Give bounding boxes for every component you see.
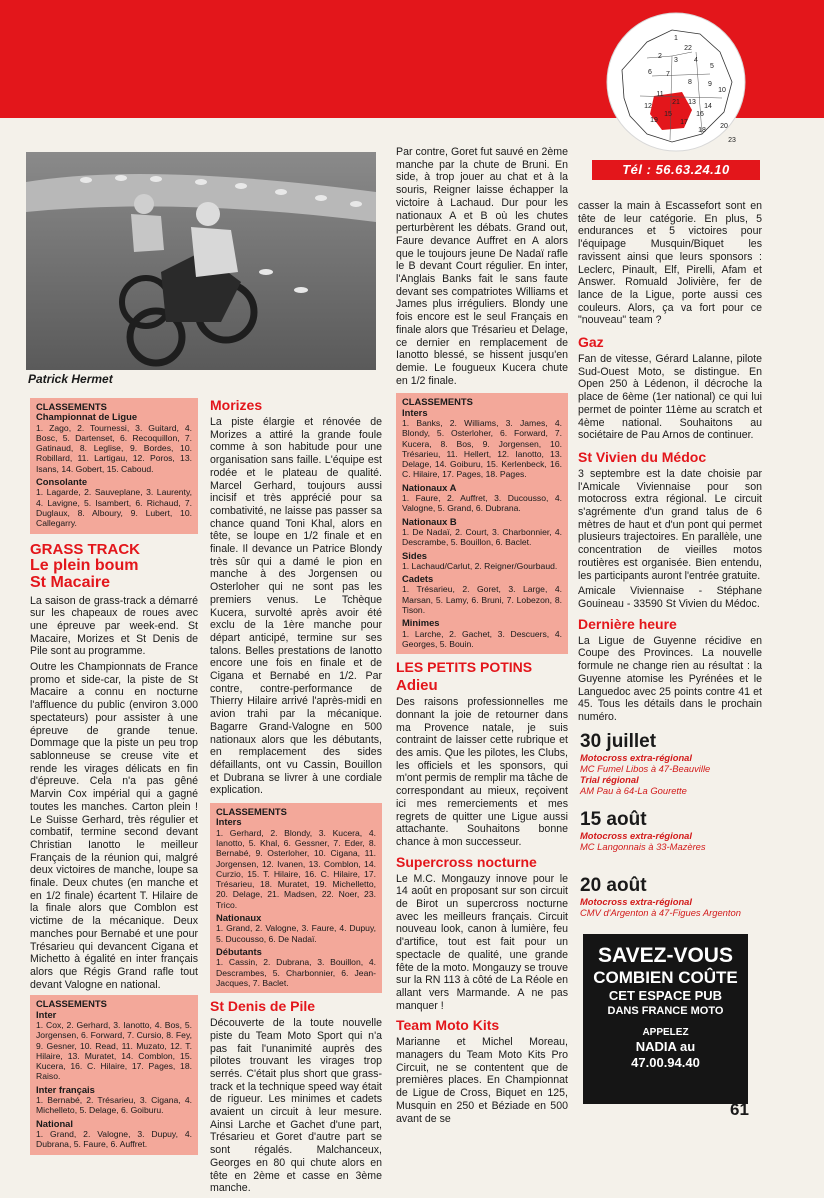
- supercross-body: Le M.C. Mongauzy innove pour le 14 août en proposant sur son circuit de Birot un supercross nocturne avec les meilleurs français. Circuit nouveau look, canon à lumière, feu d'artifice, tout est fait pour un spectacle de qualité, une grande fête de la moto. Mongauzy se trouve sur la RN 113 à côté de La Réole en allant vers Marmande. A ne pas manquer !: [396, 872, 568, 1012]
- map-region-number: 5: [710, 63, 714, 70]
- map-region-number: 4: [694, 57, 698, 64]
- box-body: 1. Larche, 2. Gachet, 3. Descuers, 4. Georges, 5. Bouin.: [402, 628, 562, 649]
- results-box-grass: [30, 995, 198, 1154]
- map-region-number: 2: [658, 53, 662, 60]
- stdenis-continued: Par contre, Goret fut sauvé en 2ème manche par la chute de Bruni. En side, à trop jouer au chat et à la souris, Reigner laisse échapper la victoire à Lachaud. Dur pour les nationaux A et B où les chutes perturbèrent les débats. Grand out, Faure devance Auffret en A alors que le toujours jeune De Nadaï rafle le B devant Court régulier. En inter, l'Anglais Banks fait le sans faute devant ses compatriotes Williams et James plus irréguliers. Blondy une fois encore est le seul Français en finale alors que Trésarieu et Delage, ce dernier en remplacement de Ianotto blessé, se hissent jusqu'en demie. Le fougueux Kucera chute en 1/2 finale.: [396, 146, 568, 387]
- supercross-heading: Supercross nocturne: [396, 853, 537, 870]
- column-4: [578, 200, 762, 727]
- map-region-number: 18: [698, 127, 706, 134]
- photo-caption: Patrick Hermet: [28, 372, 113, 386]
- map-region-number: 16: [696, 111, 704, 118]
- teamkits-continued: casser la main à Escassefort sont en tête de leur catégorie. En plus, 5 endurances et 5 victoires pour l'équipage Musquin/Biquet les ravissent ainsi que leurs sponsors : Leclerc, Pinault, Elf, Pirelli, Afam et Answer. Romuald Jolivière, fer de lance de la Ligue, porte aussi ces couleurs. Alors, ça va fort pour ce "nouveau" team ?: [578, 200, 762, 327]
- results-box-stdenis: [396, 393, 568, 654]
- box-subtitle: Débutants: [216, 945, 262, 957]
- box-subtitle: Nationaux: [216, 912, 262, 924]
- event-line: MC Fumel Libos à 47-Beauville: [580, 763, 711, 774]
- potins-kicker: LES PETITS POTINS: [396, 659, 533, 676]
- box-subtitle: Consolante: [36, 476, 88, 488]
- map-region-number: 20: [720, 123, 728, 130]
- map-region-number: 13: [688, 99, 696, 106]
- stvivien-heading: St Vivien du Médoc: [578, 448, 707, 465]
- grass-kicker: GRASS TRACK: [30, 540, 141, 558]
- map-region-number: 17: [680, 119, 688, 126]
- box-title: CLASSEMENTS: [216, 806, 287, 818]
- event-line: Motocross extra-régional: [580, 830, 693, 841]
- teamkits-body: Marianne et Michel Moreau, managers du Team Moto Kits Pro Circuit, ne se contentent que de premières places. En Championnat de Ligue de Cross, Biquet en 125, Musquin en 250 et Béziade en 500 avant de se: [396, 1036, 568, 1125]
- box-body: 1. Banks, 2. Williams, 3. James, 4. Blondy, 5. Osterloher, 6. Forward, 7. Kucera, 8. Bos, 9. Jorgensen, 10. Trésarieu, 11. Hellert, 12. Ianotto, 13. Delage, 14. Goiburu, 15. Kerlenbeck, 16. C. Hilaire, 17. Pages, 18. Pages.: [402, 417, 562, 480]
- event-30-juillet: [580, 732, 760, 796]
- event-line: AM Pau à 64-La Gourette: [580, 785, 687, 796]
- box-subtitle: Inter: [36, 1008, 57, 1020]
- advertising-box: [583, 934, 748, 1104]
- grass-title-1: Le plein boum: [30, 556, 139, 574]
- box-body: 1. Zago, 2. Tournessi, 3. Guitard, 4. Bosc, 5. Dartenset, 6. Recoquillon, 7. Gatinaud, 8. Leglise, 9. Bordes, 10. Robillard, 11. Lartigau, 12. Poros, 13. Isans, 14. Gobert, 15. Caboud.: [36, 422, 192, 474]
- map-region-number: 7: [666, 71, 670, 78]
- gaz-heading: Gaz: [578, 334, 604, 351]
- map-region-number: 23: [728, 137, 736, 144]
- box-subtitle: Championnat de Ligue: [36, 411, 138, 423]
- ad-line: COMBIEN COÛTE: [593, 968, 738, 987]
- ad-phone: 47.00.94.40: [631, 1055, 700, 1070]
- event-line: MC Langonnais à 33-Mazères: [580, 841, 706, 852]
- box-body: 1. Grand, 2. Valogne, 3. Faure, 4. Dupuy, 5. Ducousso, 6. De Nadaï.: [216, 923, 376, 944]
- grass-paragraph-2: Outre les Championnats de France promo et side-car, la piste de St Macaire a connu en nocturne l'affluence du public (environ 3.000 spectateurs) pour assister à une épreuve de grande tenue. Dommage que la piste un peu trop sablonneuse se creuse vite et rende les virages délicats en fin d'épreuve. Cela n'a pas gêné Marvin Cox impérial qui a gagné toutes les manches. Carton plein ! Le Suisse Gerhard, très régulier et combatif, termine second devant Christian Ianotto le meilleur Français de la réunion qui, malgré deux victoires de manche, loupe sa finale. Deux chutes (en manche et en 1/2 finale) écartent T. Hilaire de la finale alors que Comblon est victime de la mécanique. Deux manches pour Bernabé et une pour Trésarieu qui devancent Cigana et Michetto à égalité en inter français alors que Régis Grand rafle tout devant Valogne en national.: [30, 661, 198, 991]
- map-region-number: 12: [644, 103, 652, 110]
- box-title: CLASSEMENTS: [402, 396, 473, 408]
- box-body: 1. Lagarde, 2. Sauveplane, 3. Laurenty, 4. Lavigne, 5. Isambert, 6. Richaud, 7. Duglaux, 8. Alboury, 9. Lubert, 10. Callegarry.: [36, 487, 192, 529]
- map-region-number: 21: [672, 99, 680, 106]
- event-line: Trial régional: [580, 774, 639, 785]
- stvivien-body: 3 septembre est la date choisie par l'Amicale Viviennaise pour son motocross extra régional. Le circuit s'agrémente d'un grand talus de 6 mètres de haut et d'un pont qui permet plusieurs trajectoires. En parallèle, une concentration de vieilles motos routières est organisée. Bien entendu, les participants auront l'entrée gratuite.: [578, 467, 762, 582]
- event-line: Motocross extra-régional: [580, 896, 693, 907]
- box-subtitle: Inters: [402, 406, 428, 418]
- telephone-banner: Tél : 56.63.24.10: [592, 160, 760, 180]
- box-title: CLASSEMENTS: [36, 401, 107, 412]
- event-date: 20 août: [580, 875, 647, 896]
- morizes-heading: Morizes: [210, 397, 263, 413]
- box-body: 1. Trésarieu, 2. Goret, 3. Large, 4. Marsan, 5. Lamy, 6. Bruni, 7. Lobezon, 8. Tison.: [402, 584, 562, 615]
- derniere-heading: Dernière heure: [578, 615, 677, 632]
- region-map: [592, 12, 760, 152]
- map-region-number: 10: [718, 87, 726, 94]
- stdenis-body: Découverte de la toute nouvelle piste du Team Moto Sport qui n'a pas fait l'unanimité auprès des pilotes trouvant les virages trop serrés. C'était plus short que grass-track et la technique speed way était de rigueur. Les minimes et cadets avaient un circuit à leur mesure. Ainsi Larche et Gachet d'une part, Trésarieu et Goret d'autre part se sont régalés. Malchanceux, Georges en 80 qui chute alors en tête en 2ème et casse en 3ème manche.: [210, 1017, 382, 1195]
- map-region-number: 14: [704, 103, 712, 110]
- map-region-number: 15: [664, 111, 672, 118]
- event-line: Motocross extra-régional: [580, 752, 693, 763]
- potins-heading: Adieu: [396, 677, 438, 695]
- map-region-number: 9: [708, 81, 712, 88]
- map-region-number: 3: [674, 57, 678, 64]
- box-subtitle: National: [36, 1117, 73, 1129]
- box-subtitle: Inters: [216, 816, 242, 828]
- box-subtitle: Inter français: [36, 1083, 95, 1095]
- race-photo: [26, 152, 376, 370]
- column-3: [396, 146, 568, 1128]
- potins-body: Des raisons professionnelles me donnant la joie de retourner dans ma Provence natale, je suis contraint de laisser cette rubrique et des amis. Que les pilotes, les Clubs, les officiels et les sponsors, qui m'ont permis de remplir ma tâche de correspondant au mieux, reçoivent ici mes remerciements et mes regrets de quitter une Ligue aussi attachante. Souhaitons bonne chance à mon successeur.: [396, 696, 568, 848]
- map-region-number: 8: [688, 79, 692, 86]
- box-body: 1. Cassin, 2. Dubrana, 3. Bouillon, 4. Descrambes, 5. Charbonnier, 6. Jean-Jacques, 7. Baclet.: [216, 957, 376, 988]
- ad-line: CET ESPACE PUB: [608, 988, 723, 1003]
- box-subtitle: Nationaux B: [402, 515, 457, 527]
- box-title: CLASSEMENTS: [36, 998, 107, 1010]
- box-body: 1. Lachaud/Carlut, 2. Reigner/Gourbaud.: [402, 560, 558, 571]
- ad-line: APPELEZ: [642, 1027, 689, 1038]
- box-subtitle: Minimes: [402, 617, 440, 629]
- stdenis-heading: St Denis de Pile: [210, 998, 316, 1015]
- box-body: 1. Faure, 2. Auffret, 3. Ducousso, 4. Valogne, 5. Grand, 6. Dubrana.: [402, 493, 562, 514]
- box-body: 1. Gerhard, 2. Blondy, 3. Kucera, 4. Ianotto, 5. Khal, 6. Gessner, 7. Eder, 8. Bernabé, 9. Osterloher, 10. Cigana, 11. Jorgensen, 12. Ivanen, 13. Comblon, 14. Curzio, 15. T. Hilaire, 16. C. Hilaire, 17. Trésarieu, 18. Muratet, 19. Michelletto, 20. Delage, 21. Madsen, 22. Noer, 23. Trico.: [216, 827, 376, 910]
- map-region-number: 6: [648, 69, 652, 76]
- event-date: 30 juillet: [580, 731, 657, 752]
- map-region-number: 19: [650, 117, 658, 124]
- event-20-aout: [580, 876, 760, 918]
- page-number: 61: [730, 1100, 749, 1119]
- box-body: 1. Grand, 2. Valogne, 3. Dupuy, 4. Dubrana, 5. Faure, 6. Auffret.: [36, 1128, 192, 1150]
- ad-line: DANS FRANCE MOTO: [607, 1005, 724, 1017]
- box-subtitle: Sides: [402, 549, 428, 561]
- ad-line: NADIA au: [635, 1039, 696, 1054]
- column-1: [30, 398, 198, 1161]
- stvivien-address: Amicale Viviennaise - Stéphane Gouineau - 33590 St Vivien du Médoc.: [578, 585, 762, 610]
- box-subtitle: Nationaux A: [402, 481, 457, 493]
- results-box-morizes: [210, 803, 382, 993]
- teamkits-heading: Team Moto Kits: [396, 1017, 500, 1034]
- ad-line: SAVEZ-VOUS: [598, 944, 733, 967]
- box-body: 1. Cox, 2. Gerhard, 3. Ianotto, 4. Bos, 5. Jorgensen, 6. Forward, 7. Cursio, 8. Fey, 9. Gesner, 10. Read, 11. Muzato, 12. T. Hilaire, 13. Muratet, 14. Comblon, 15. Kucera, 16. C. Hilaire, 17. Pages, 18. Raiso.: [36, 1019, 192, 1082]
- grass-title-2: St Macaire: [30, 573, 111, 591]
- gaz-body: Fan de vitesse, Gérard Lalanne, pilote Sud-Ouest Moto, se distingue. En Open 250 à Lédenon, il décroche la place de 6ème (1er national) ce qui lui permet de pointer 11ème au scratch et 4ème national. Souhaitons au sociétaire de Pau Arnos de continuer.: [578, 353, 762, 442]
- results-box-ligue: [30, 398, 198, 534]
- map-region-number: 11: [656, 91, 664, 98]
- event-15-aout: [580, 810, 760, 852]
- morizes-body: La piste élargie et rénovée de Morizes a attiré la grande foule comme à son habitude pour une organisation sans faille. L'équipe est rodée et le plateau de qualité. Marcel Gerhard, toujours aussi incisif et très apprécié pour sa combativité, ne laisse pas passer sa chance quand Toni Khal, alors en tête, se loupe en 1/2 finale et en finale. Il devance un Patrice Blondy très sûr qui a damé le pion en manche à des Jorgensen ou Osterloher qui ne sont pas les premiers venus. Le Tchèque Kucera, survolté après avoir été exclu de la 1ère manche pour départ anticipé, termine sur ses talons. Belles prestations de Ianotto encore une fois en finale et de Cigana et Bernabé en 1/2. Par contre, contre-performance de Thierry Hilaire arrivé l'après-midi en avion trahi par la mécanique. Bagarre Grand-Valogne en 500 nationaux alors que les débutants, en remplacement des sides défaillants, ont vu Cassin, Bouillon et Dubrana se livrer à une cordiale explication.: [210, 416, 382, 797]
- map-region-number: 1: [674, 35, 678, 42]
- box-body: 1. Bernabé, 2. Trésarieu, 3. Cigana, 4. Michelleto, 5. Delage, 6. Goiburu.: [36, 1095, 192, 1116]
- box-subtitle: Cadets: [402, 573, 434, 585]
- derniere-body: La Ligue de Guyenne récidive en Coupe des Provinces. La nouvelle formule ne change rien au résultat : la Guyenne atomise les Pyrénées et le Languedoc avec 25 points contre 41 et 45. Tous les détails dans le prochain numéro.: [578, 634, 762, 723]
- grass-paragraph-1: La saison de grass-track a démarré sur les chapeaux de roues avec une épreuve par week-end. St Macaire, Morizes et St Denis de Pile sont au programme.: [30, 594, 198, 658]
- event-line: CMV d'Argenton à 47-Figues Argenton: [580, 907, 741, 918]
- column-2: [210, 398, 382, 1198]
- map-region-number: 22: [684, 45, 692, 52]
- box-body: 1. De Nadaï, 2. Court, 3. Charbonnier, 4. Descrambe, 5. Bouillon, 6. Baclet.: [402, 526, 562, 548]
- event-date: 15 août: [580, 809, 647, 830]
